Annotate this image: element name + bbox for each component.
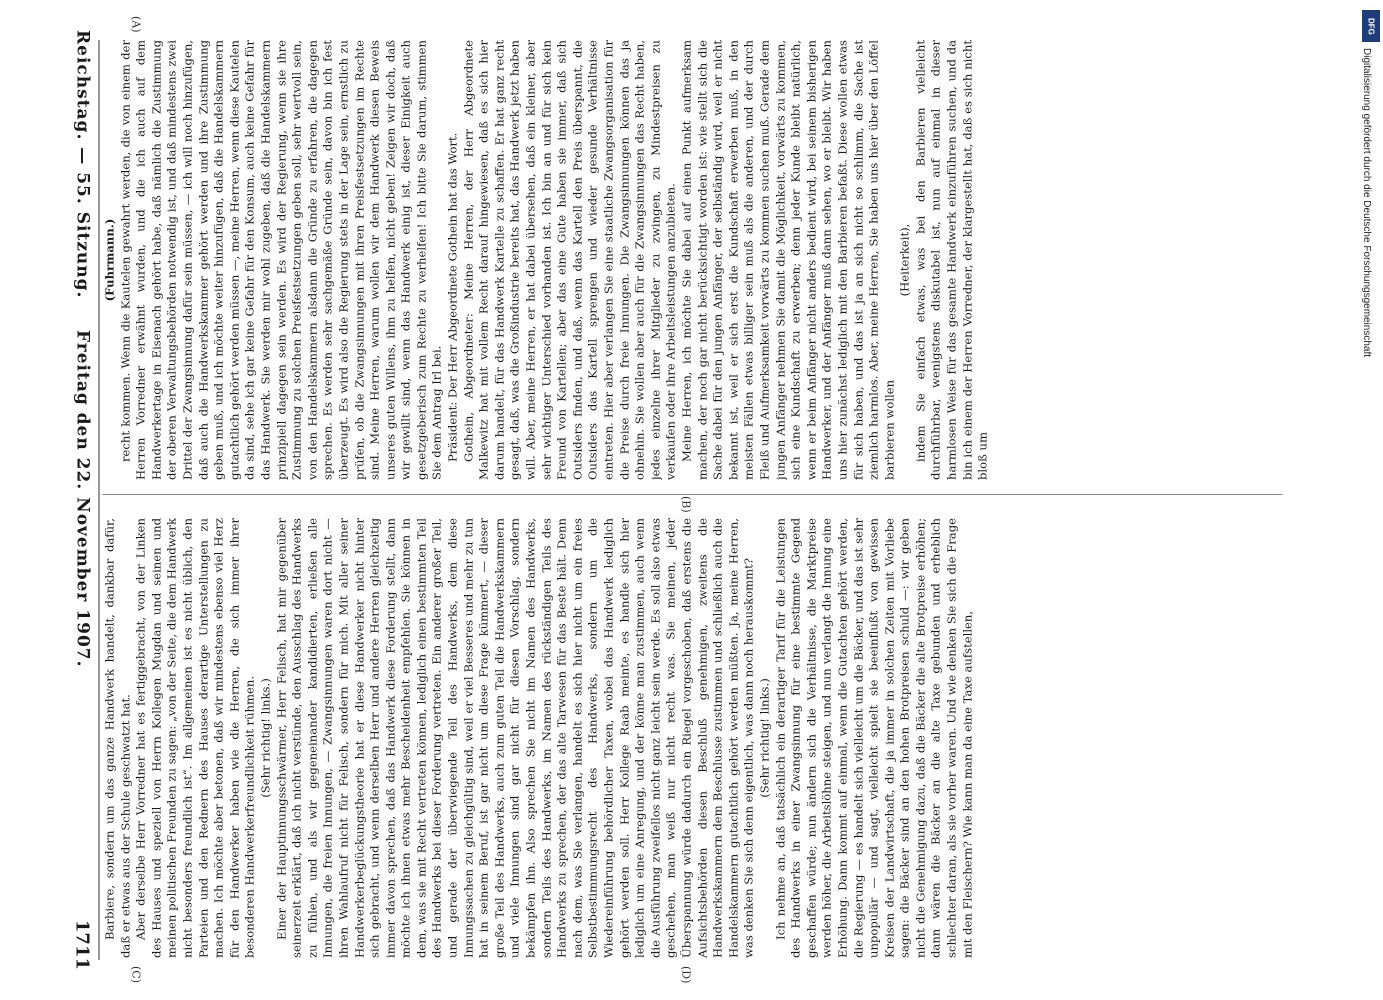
speaker-tag: (Fuhrmann.) (102, 218, 117, 302)
header-date: Freitag den 22. November 1907. (72, 330, 93, 668)
text-column-right (103, 518, 1283, 958)
paragraph: Ich nehme an, daß tatsächlich ein derartiger Tarif für die Leistungen des Handwerks in einer Zwangsinnung für eine bestimmte Gegend geschaffen würde; nun ändern sich die Verhältnisse, die Marktpreise werden höher, die Arbeitslöhne steigen, und nun verlangt die Innung eine Erhöhung. Dann kommt auf einmal, wenn die Gutachten gehört werden, die Regierung — es handelt sich vielleicht um die Bäcker, und das ist sehr unpopulär — und sagt, vielleicht spielt sie beeinflußt von gewissen Kreisen der Landwirtschaft, die ja immer in solchen Zeiten mit Vorliebe sagen: die Bäcker sind an den hohen Brotpreisen schuld —: wir geben nicht die Genehmigung dazu, daß die Bäcker die alte Brotpreise erhöhen; dann wären die Bäcker an die alte Taxe gebunden und erheblich schlechter daran, als sie vorher waren. Und wie denken Sie sich die Frage mit den Fleischern? Wie kann man da eine Taxe aufstellen, (773, 518, 975, 958)
paragraph: Aber derselbe Herr Vorredner hat es fertiggebracht, von der Linken des Hauses und speziell von Herrn Kollegen Mugdan und seinen und meinen politischen Freunden zu sagen: „von der Seite, die dem Handwerk nicht besonders freundlich ist“. Im allgemeinen ist es nicht üblich, den Parteien und den Rednern des Hauses derartige Unterstellungen zu machen. Ich möchte aber betonen, daß wir mindestens ebenso viel Herz für den Handwerker haben wie die Herren, die sich immer ihrer besonderen Handwerkerfreundlichkeit rühmen. (133, 518, 257, 958)
paragraph: Barbiere, sondern um das ganze Handwerk handelt, dankbar dafür, daß er etwas aus der Schule geschwatzt hat. (102, 518, 133, 958)
paragraph: Präsident: Der Herr Abgeordnete Gothein hat das Wort. (445, 132, 460, 462)
paragraph: Meine Herren, ich möchte Sie dabei auf einen Punkt aufmerksam machen, der noch gar nicht berücksichtigt worden ist: wie stellt sich die Sache dabei für den jungen Anfänger, der selbständig wird, weil er nicht bekannt ist, weil er sich erst die Kundschaft erwerben muß, in den meisten Fällen etwas billiger sein muß als die anderen, und der durch Fleiß und Aufmerksamkeit vorwärts zu kommen suchen muß. Gerade dem jungen Anfänger nehmen Sie damit die Möglichkeit, vorwärts zu kommen, sich eine Kundschaft zu erwerben; denn jeder Kunde bleibt natürlich, wenn er beim Anfänger nicht anders bedient wird, bei seinem bisherigen Handwerker, und der Anfänger muß dann sehen, wo er bleibt. Wir haben uns hier zunächst lediglich mit den Barbieren befaßt. Diese wollen etwas für sich haben, und das ist ja an sich nicht so schlimm, die Sache ist ziemlich harmlos. Aber, meine Herren, Sie haben uns hier über den Löffel barbieren wollen (679, 40, 897, 480)
paragraph: indem Sie einfach etwas, was bei den Barbieren vielleicht durchführbar, wenigstens diskutabel ist, nun auf einmal in dieser harmlosen Weise für das gesamte Handwerk einzuführen suchen, und da bin ich einem der Herren Vorredner, der klargestellt hat, daß es sich nicht bloß um (913, 40, 990, 480)
margin-mark-d: (D) (679, 966, 693, 984)
column-divider (103, 494, 1283, 495)
page-header (53, 0, 93, 1000)
page-number: 1711 (71, 919, 93, 970)
interjection: (Sehr richtig! links.) (258, 678, 273, 798)
funding-note: Digitalisierung gefördert durch die Deutsche Forschungsgemeinschaft (1361, 48, 1372, 358)
margin-mark-c: (C) (129, 966, 143, 983)
paragraph: recht kommen. Wenn die Kautelen gewahrt werden, die von einem der Herren Vorredner erwähnt wurden, und die ich auch auf dem Handwerkertage in Eisenach gehört habe, daß nämlich die Zustimmung der oberen Verwaltungsbehörden notwendig ist, und daß mindestens zwei Drittel der Zwangsinnung dafür sein müssen, — ich will noch hinzufügen, daß auch die Handwerkskammer gehört werden und ihre Zustimmung geben muß, und ich möchte weiter hinzufügen, daß die Handelskammern gutachtlich gehört werden müssen —, meine Herren, wenn diese Kautelen da sind, sehe ich gar keine Gefahr für den Konsum, auch keine Gefahr für das Handwerk. Sie werden mir wohl zugeben, daß die Handelskammern prinzipiell dagegen sein werden. Es wird der Regierung, wenn sie ihre Zustimmung zu solchen Preisfestsetzungen geben soll, sehr wertvoll sein, von den Handelskammern alsdann die Gründe zu erfahren, die dagegen sprechen. Es werden sehr sachgemäße Gründe sein, davon bin ich fest überzeugt. Es wird also die Regierung stets in der Lage sein, ernstlich zu prüfen, ob die Zwangsinnungen mit ihren Preisfestsetzungen im Rechte sind. Meine Herren, warum wollen wir dem Handwerk diesen Beweis unseres guten Willens, ihm zu helfen, nicht geben! Zeigen wir doch, daß wir gewillt sind, wenn das Handwerk einig ist, dieser Einigkeit auch gesetzgeberisch zum Rechte zu verhelfen! Ich bitte Sie darum, stimmen Sie dem Antrag Irl bei. (118, 40, 444, 480)
interjection: (Heiterkeit), (897, 223, 912, 297)
margin-mark-a: (A) (129, 16, 143, 33)
paragraph: Gothein, Abgeordneter: Meine Herren, der Herr Abgeordnete Malkewitz hat mit vollem Recht darauf hingewiesen, daß es sich hier darum handelt, für das Handwerk Kartelle zu schaffen. Er hat ganz recht gesagt, daß, was die Großindustrie bereits hat, das Handwerk jetzt haben will. Aber, meine Herren, er hat dabei übersehen, daß ein kleiner, aber sehr wichtiger Unterschied vorhanden ist. Ich bin an und für sich kein Freund von Kartellen; aber das eine Gute haben sie immer, daß sich Outsiders finden, und daß, wenn das Kartell den Preis überspannt, die Outsiders das Kartell sprengen und wieder gesunde Verhältnisse eintreten. Hier aber verlangen Sie eine staatliche Zwangsorganisation für die Preise durch freie Innungen. Die Zwangsinnungen können das ja ohnehin. Sie wollen aber auch für die Zwangsinnungen das Recht haben, jedes einzelne ihrer Mitglieder zu zwingen, zu Mindestpreisen zu verkaufen oder ihre Arbeitsleistungen anzubieten. (461, 40, 678, 480)
digitization-footer (1361, 8, 1381, 992)
dfg-logo: DFG (1362, 10, 1380, 42)
margin-mark-b: (B) (679, 496, 693, 513)
header-rule (99, 40, 100, 960)
interjection: (Sehr richtig! links.) (757, 678, 772, 798)
header-session: Reichstag. — 55. Sitzung. (72, 30, 93, 299)
text-column-left (103, 40, 1283, 480)
paragraph: Einer der Hauptinnungsschwärmer, Herr Felisch, hat mir gegenüber seinerzeit erklärt, daß ich nicht verstünde, den Ausschlag des Handwerks zu fühlen, und als wir gegeneinander kandidierten, erließen alle Innungen, die freien Innungen, — Zwangsinnungen waren dort nicht — ihren Wahlaufruf nicht für Felisch, sondern für mich. Mit aller seiner Handwerkerbeglückungstheorie hat er diese Handwerker nicht hinter sich gebracht, und wenn derselben Herr und andere Herren gleichzeitig immer davon sprechen, daß das Handwerk diese Forderung stellt, dann möchte ich ihnen etwas mehr Bescheidenheit empfehlen. Sie können in dem, was sie mit Recht vertreten können, lediglich einen bestimmten Teil des Handwerks bei dieser Forderung vertreten. Ein anderer großer Teil, und gerade der überwiegende Teil des Handwerks, dem diese Innungssachen zu gleichgültig sind, weil er viel Besseres und mehr zu tun hat in seinem Beruf, ist gar nicht um diese Frage kümmert, — dieser große Teil des Handwerks, auch zum guten Teil die Handwerkskammern und viele Innungen sind gar nicht für diesen Vorschlag, sondern bekämpfen ihn. Also sprechen Sie nicht im Namen des Handwerks, sondern Teils des Handwerks, im Namen des rückständigen Teils des Handwerks zu sprechen, der das alte Tarwesen für das Beste hält. Denn nach dem, was Sie verlangen, handelt es sich hier nicht um ein freies Selbstbestimmungsrecht des Handwerks, sondern um die Wiedereinführung behördlicher Taxen, wobei das Handwerk lediglich gehört werden soll. Herr Kollege Raab meinte, es handle sich hier lediglich um eine Anregung, und der könne man zustimmen, auch wenn die Ausführung zweifellos nicht ganz leicht sein werde. Es soll also etwas geschehen, man weiß nur nicht recht was. Sie meinen, jeder Überspannung würde dadurch ein Riegel vorgeschoben, daß erstens die Aufsichtsbehörden diesen Beschluß genehmigen, zweitens die Handwerkskammern dem Beschlusse zustimmen und schließlich auch die Handelskammern gutachtlich gehört werden müßten. Ja, meine Herren, was denken Sie sich denn eigentlich, was dann noch herauskommt? (274, 518, 756, 958)
